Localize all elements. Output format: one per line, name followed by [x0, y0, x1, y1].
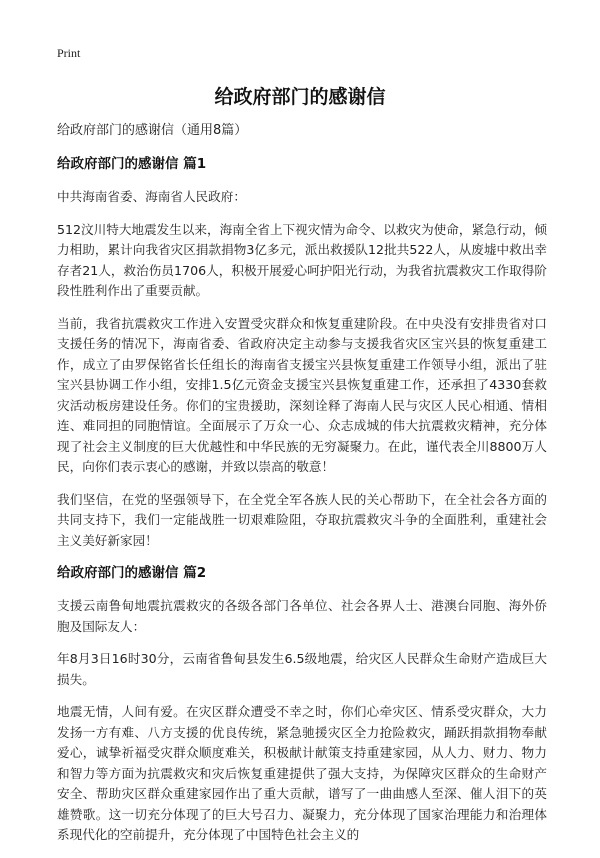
section-2: [57, 563, 547, 846]
section-heading: 给政府部门的感谢信 篇1: [57, 156, 207, 172]
section-1-paragraph-4: 我们坚信，在党的坚强领导下，在全党全军各族人民的关心帮助下，在全社会各方面的共同支持下，我们一定能战胜一切艰难险阻，夺取抗震救灾斗争的全面胜利，重建社会主义美好新家园！: [57, 491, 547, 548]
print-label: Print: [57, 46, 81, 60]
section-1: [57, 154, 547, 551]
document-body: [57, 121, 547, 858]
section-heading: 给政府部门的感谢信 篇2: [57, 565, 207, 581]
section-2-paragraph-3: 地震无情，人间有爱。在灾区群众遭受不幸之时，你们心牵灾区、情系受灾群众，大力发扬一方有难、八方支援的优良传统，紧急驰援灾区全力抢险救灾，踊跃捐款捐物奉献爱心，诚挚祈福受灾群众顺度难关，积极献计献策支持重建家园，从人力、财力、物力和智力等方面为抗震救灾和灾后恢复重建提供了强大支持，为保障灾区群众的生命财产安全、帮助灾区群众重建家园作出了重大贡献，谱写了一曲曲感人至深、催人泪下的英雄赞歌。这一切充分体现了的巨大号召力、凝聚力，充分体现了国家治理能力和治理体系现代化的空前提升，充分体现了中国特色社会主义的: [57, 704, 547, 842]
section-2-paragraph-2: 年8月3日16时30分，云南省鲁甸县发生6.5级地震，给灾区人民群众生命财产造成巨大损失。: [57, 651, 547, 687]
section-1-paragraph-1: 中共海南省委、海南省人民政府：: [57, 189, 246, 204]
section-1-paragraph-2: 512汶川特大地震发生以来，海南全省上下视灾情为命令、以救灾为使命，紧急行动，倾力相助，累计向我省灾区捐款捐物3亿多元，派出救援队12批共522人，从废墟中救出幸存者21人，救治伤员1706人，积极开展爱心呵护阳光行动，为我省抗震救灾工作取得阶段性胜利作出了重要贡献。: [57, 221, 548, 298]
section-2-paragraph-1: 支援云南鲁甸地震抗震救灾的各级各部门各单位、社会各界人士、港澳台同胞、海外侨胞及国际友人：: [57, 598, 547, 634]
section-1-paragraph-3: 当前，我省抗震救灾工作进入安置受灾群众和恢复重建阶段。在中央没有安排贵省对口支援任务的情况下，海南省委、省政府决定主动参与支援我省灾区宝兴县的恢复重建工作，成立了由罗保铭省长任组长的海南省支援宝兴县恢复重建工作领导小组，派出了驻宝兴县协调工作小组，安排1.5亿元资金支援宝兴县恢复重建工作，还承担了4330套救灾活动板房建设任务。你们的宝贵援助，深刻诠释了海南人民与灾区人民心相通、情相连、难同担的同胞情谊。全面展示了万众一心、众志成城的伟大抗震救灾精神，充分体现了社会主义制度的巨大优越性和中华民族的无穷凝聚力。在此，谨代表全川8800万人民，向你们表示衷心的感谢，并致以崇高的敬意！: [57, 315, 547, 474]
document-title: 给政府部门的感谢信: [214, 86, 386, 108]
document-subtitle: 给政府部门的感谢信（通用8篇）: [57, 123, 248, 138]
